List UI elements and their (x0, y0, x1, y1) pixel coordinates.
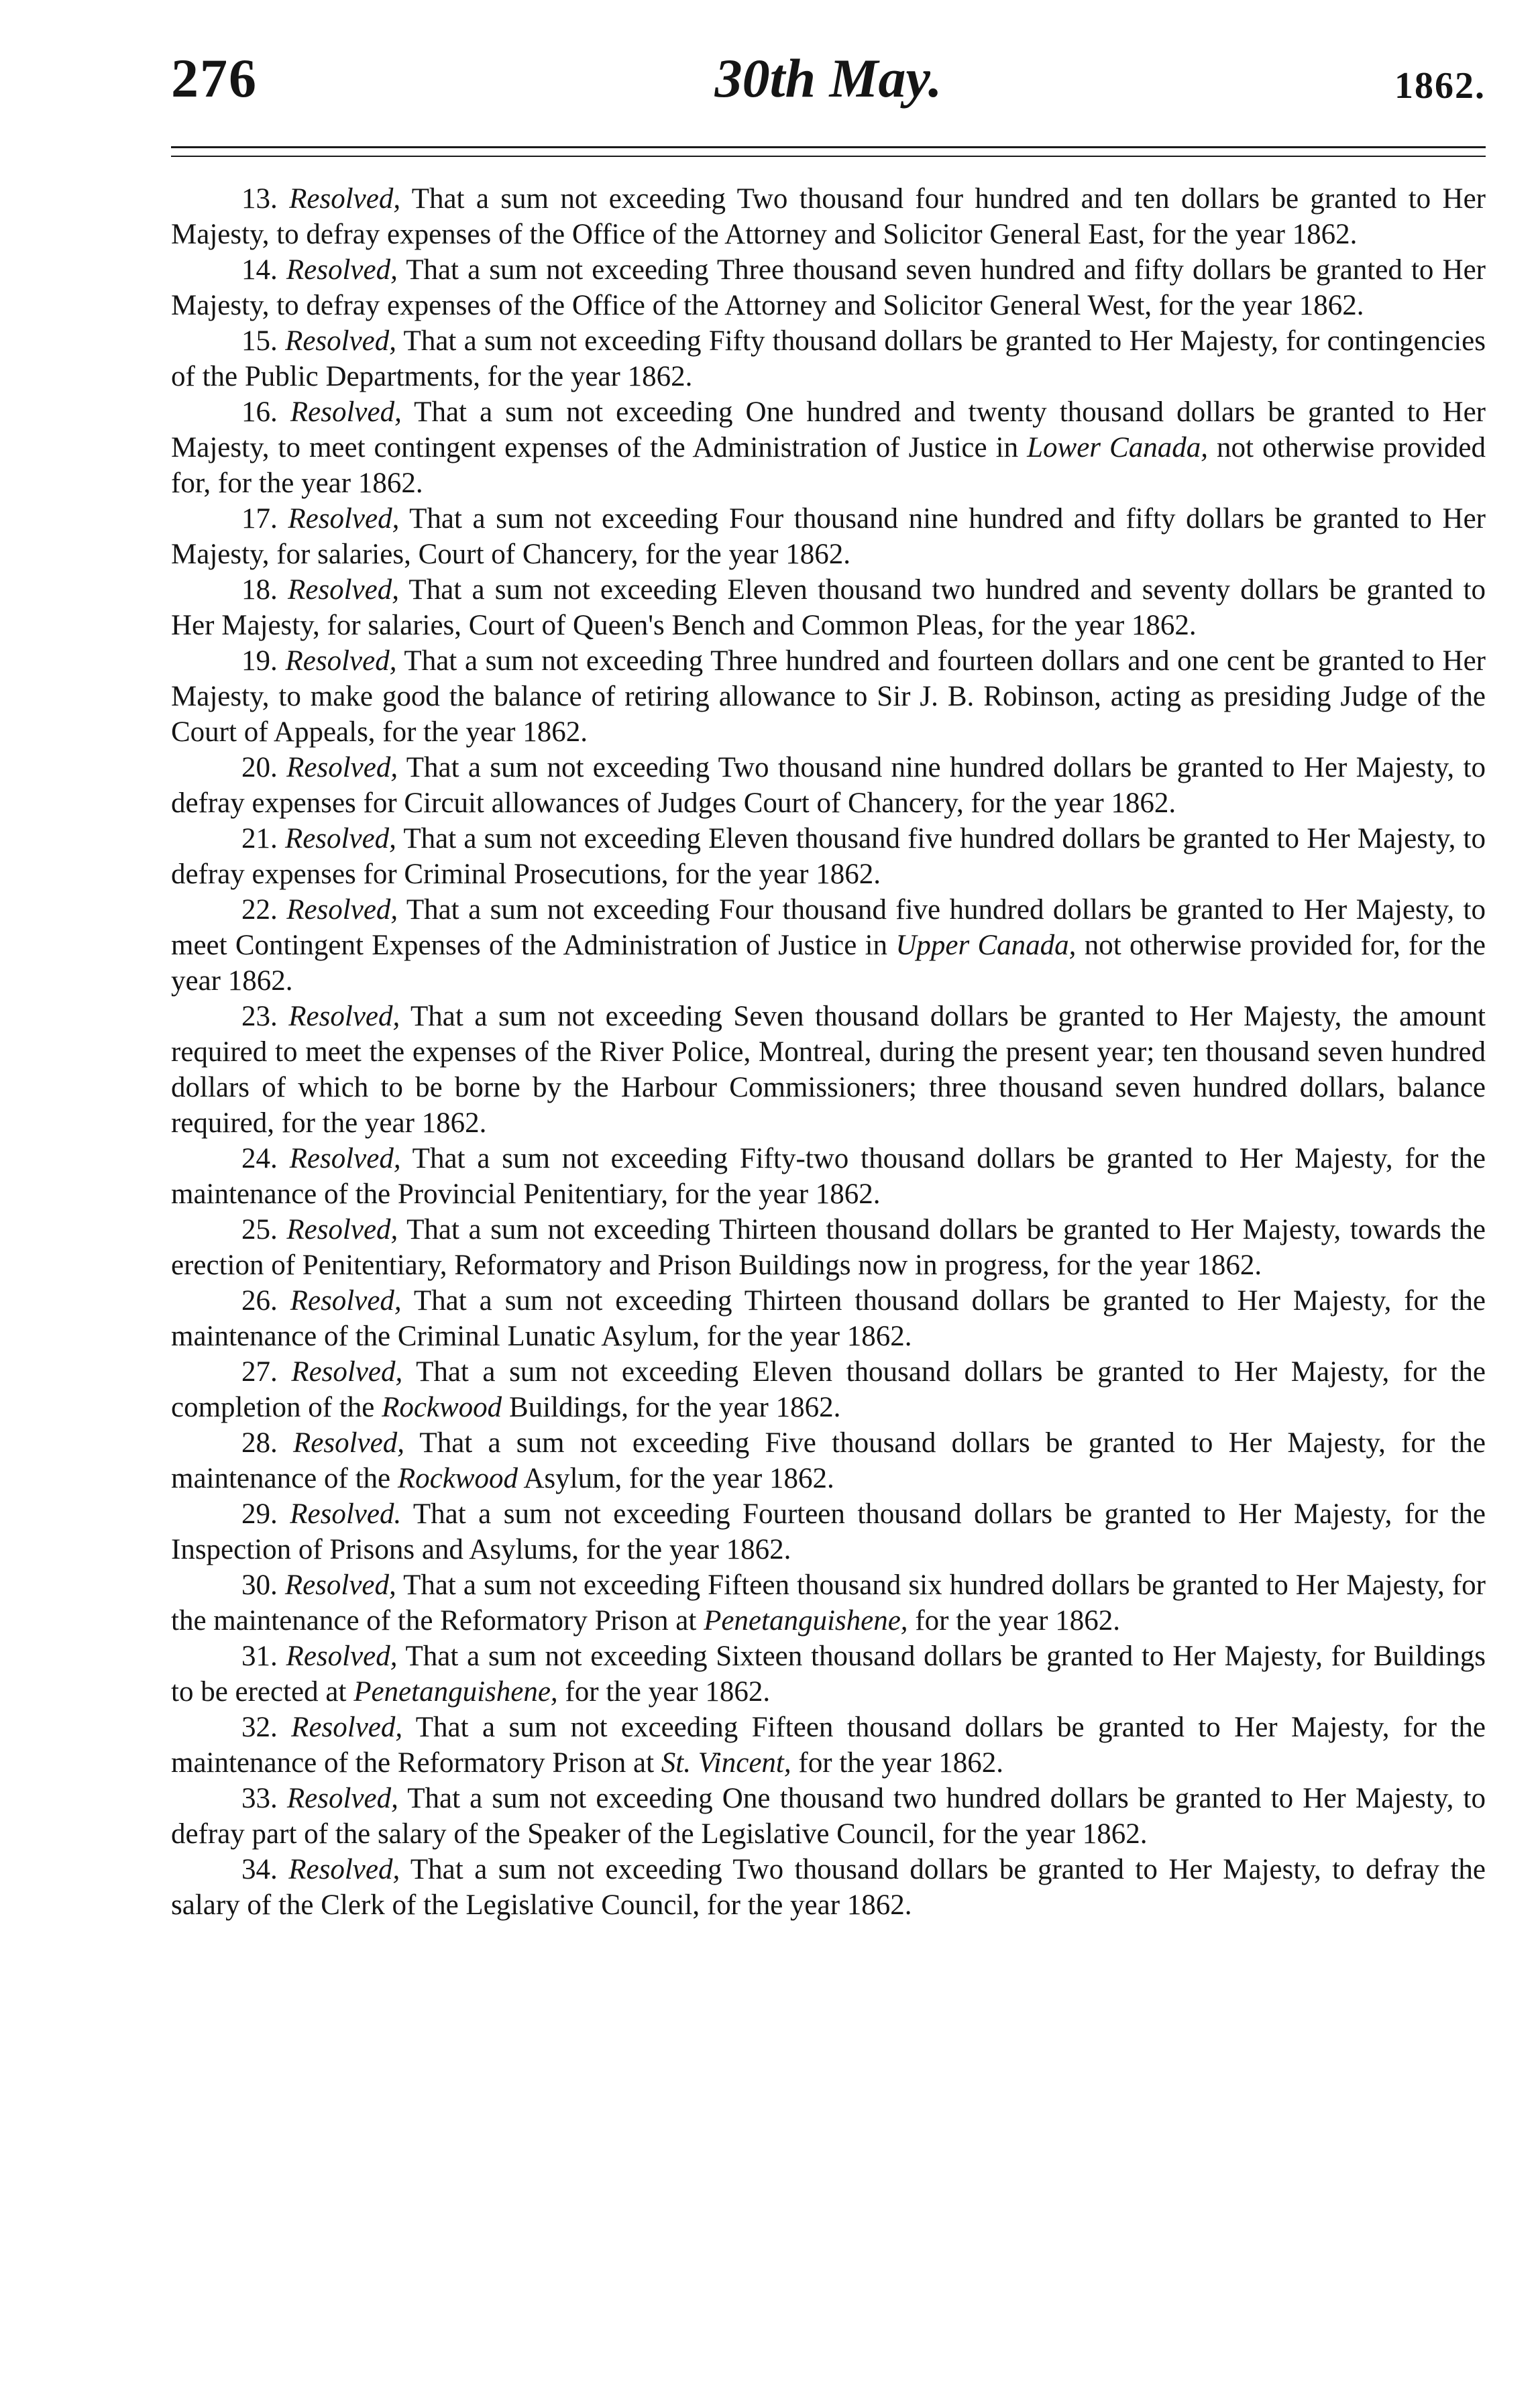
resolved-keyword: Resolved, (289, 1143, 401, 1174)
resolved-keyword: Resolved, (286, 254, 398, 286)
resolution-number: 23. (241, 1001, 278, 1032)
resolution-text: for the year 1862. (557, 1676, 771, 1708)
resolution-number: 26. (241, 1285, 278, 1317)
resolution-paragraph (171, 1781, 1486, 1852)
resolved-keyword: Resolved, (288, 1854, 400, 1885)
resolution-number: 32. (241, 1712, 278, 1743)
italic-place-name: Rockwood (397, 1463, 518, 1494)
resolved-keyword: Resolved, (284, 823, 396, 854)
resolution-number: 27. (241, 1356, 278, 1388)
resolution-paragraph (171, 394, 1486, 501)
resolution-paragraph (171, 181, 1486, 252)
resolution-text: for the year 1862. (791, 1747, 1004, 1779)
page-year: 1862. (1394, 65, 1486, 107)
italic-place-name: Lower Canada, (1027, 432, 1208, 463)
resolved-keyword: Resolved, (286, 894, 398, 926)
resolved-keyword: Resolved, (288, 503, 400, 535)
italic-place-name: St. Vincent, (661, 1747, 791, 1779)
page-date: 30th May. (714, 48, 942, 109)
resolution-paragraph (171, 1567, 1486, 1639)
resolution-paragraph (171, 1141, 1486, 1212)
resolution-paragraph (171, 643, 1486, 750)
resolution-text: That a sum not exceeding Fifty-two thousand dollars be granted to Her Majesty, for the maintenance of the Provincial Penitentiary, for the year 1862. (171, 1143, 1486, 1210)
resolution-text: Asylum, for the year 1862. (518, 1463, 834, 1494)
resolved-keyword: Resolved, (290, 396, 402, 428)
resolved-keyword: Resolved, (285, 645, 397, 677)
resolved-keyword: Resolved, (291, 1356, 403, 1388)
resolution-paragraph (171, 1710, 1486, 1781)
resolved-keyword: Resolved, (290, 1285, 402, 1317)
resolution-number: 19. (241, 645, 278, 677)
resolved-keyword: Resolved, (288, 574, 399, 606)
resolution-paragraph (171, 892, 1486, 999)
resolution-paragraph (171, 1212, 1486, 1283)
resolution-paragraph (171, 821, 1486, 892)
resolution-number: 15. (241, 325, 278, 357)
resolution-number: 30. (241, 1569, 278, 1601)
resolution-number: 28. (241, 1427, 278, 1459)
resolution-text: That a sum not exceeding Three thousand seven hundred and fifty dollars be granted to Her Majesty, to defray expenses of the Office of the Attorney and Solicitor General West, for the year 1862. (171, 254, 1486, 321)
resolution-text: That a sum not exceeding Eleven thousand dollars be granted to Her Majesty, for the completion of the (171, 1356, 1486, 1423)
resolution-paragraph (171, 1496, 1486, 1567)
resolved-keyword: Resolved, (286, 1641, 398, 1672)
resolved-keyword: Resolved. (290, 1498, 402, 1530)
resolved-keyword: Resolved, (286, 1214, 398, 1245)
resolution-number: 18. (241, 574, 278, 606)
resolved-keyword: Resolved, (286, 752, 398, 783)
resolution-number: 34. (241, 1854, 278, 1885)
resolved-keyword: Resolved, (288, 1001, 400, 1032)
resolution-number: 17. (241, 503, 278, 535)
resolution-text: That a sum not exceeding Thirteen thousand dollars be granted to Her Majesty, towards the erection of Penitentiary, Reformatory and Prison Buildings now in progress, for the year 1862. (171, 1214, 1486, 1281)
resolution-number: 25. (241, 1214, 278, 1245)
resolution-text: That a sum not exceeding Four thousand five hundred dollars be granted to Her Majesty, to meet Contingent Expenses of the Administration of Justice in (171, 894, 1486, 961)
resolution-paragraph (171, 999, 1486, 1141)
resolved-keyword: Resolved, (284, 1569, 396, 1601)
resolution-number: 33. (241, 1783, 278, 1814)
resolution-text: That a sum not exceeding Seven thousand dollars be granted to Her Majesty, the amount required to meet the expenses of the River Police, Montreal, during the present year; ten thousand seven hundred dollars of which to be borne by the Harbour Commissioners; three thousand seven hundred dollars, balance required, for the year 1862. (171, 1001, 1486, 1139)
resolution-text: That a sum not exceeding Fifty thousand dollars be granted to Her Majesty, for contingencies of the Public Departments, for the year 1862. (171, 325, 1486, 392)
italic-place-name: Rockwood (382, 1392, 502, 1423)
resolved-keyword: Resolved, (291, 1712, 403, 1743)
resolution-text: That a sum not exceeding Fourteen thousand dollars be granted to Her Majesty, for the Inspection of Prisons and Asylums, for the year 1862. (171, 1498, 1486, 1565)
resolution-text: not otherwise provided for, for the year 1862. (171, 432, 1486, 499)
resolution-text: That a sum not exceeding Three hundred and fourteen dollars and one cent be granted to Her Majesty, to make good the balance of retiring allowance to Sir J. B. Robinson, acting as presiding Judge of the Court of Appeals, for the year 1862. (171, 645, 1486, 748)
resolution-paragraph (171, 1639, 1486, 1710)
resolution-text: That a sum not exceeding Fifteen thousand dollars be granted to Her Majesty, for the maintenance of the Reformatory Prison at (171, 1712, 1486, 1779)
resolution-paragraph (171, 1852, 1486, 1923)
resolved-keyword: Resolved, (285, 325, 397, 357)
italic-place-name: Penetanguishene, (353, 1676, 558, 1708)
resolution-paragraph (171, 750, 1486, 821)
resolution-text: That a sum not exceeding Sixteen thousand dollars be granted to Her Majesty, for Buildings to be erected at (171, 1641, 1486, 1708)
resolution-paragraph (171, 1283, 1486, 1354)
resolution-number: 22. (241, 894, 278, 926)
resolution-number: 14. (241, 254, 278, 286)
page-header (171, 47, 1486, 121)
resolution-paragraph (171, 323, 1486, 394)
resolution-number: 16. (241, 396, 278, 428)
italic-place-name: Upper Canada, (895, 930, 1077, 961)
resolution-paragraph (171, 501, 1486, 572)
resolved-keyword: Resolved, (293, 1427, 404, 1459)
resolved-keyword: Resolved, (286, 1783, 398, 1814)
resolution-paragraph (171, 1425, 1486, 1496)
resolution-text: That a sum not exceeding Five thousand dollars be granted to Her Majesty, for the maintenance of the (171, 1427, 1486, 1494)
italic-place-name: Penetanguishene, (704, 1605, 908, 1636)
resolution-number: 21. (241, 823, 278, 854)
resolution-text: That a sum not exceeding Two thousand nine hundred dollars be granted to Her Majesty, to defray expenses for Circuit allowances of Judges Court of Chancery, for the year 1862. (171, 752, 1486, 819)
resolution-text: That a sum not exceeding Eleven thousand five hundred dollars be granted to Her Majesty, to defray expenses for Criminal Prosecutions, for the year 1862. (171, 823, 1486, 890)
resolution-text: That a sum not exceeding One hundred and twenty thousand dollars be granted to Her Majesty, to meet contingent expenses of the Administration of Justice in (171, 396, 1486, 463)
resolution-text: That a sum not exceeding Four thousand nine hundred and fifty dollars be granted to Her Majesty, for salaries, Court of Chancery, for the year 1862. (171, 503, 1486, 570)
resolution-number: 31. (241, 1641, 278, 1672)
resolution-text: Buildings, for the year 1862. (502, 1392, 841, 1423)
header-rule-thick (171, 146, 1486, 148)
resolution-number: 24. (241, 1143, 278, 1174)
resolution-text: That a sum not exceeding Eleven thousand two hundred and seventy dollars be granted to Her Majesty, for salaries, Court of Queen's Bench and Common Pleas, for the year 1862. (171, 574, 1486, 641)
resolution-paragraph (171, 1354, 1486, 1425)
resolution-text: That a sum not exceeding One thousand two hundred dollars be granted to Her Majesty, to defray part of the salary of the Speaker of the Legislative Council, for the year 1862. (171, 1783, 1486, 1850)
resolution-text: That a sum not exceeding Thirteen thousand dollars be granted to Her Majesty, for the maintenance of the Criminal Lunatic Asylum, for the year 1862. (171, 1285, 1486, 1352)
resolution-paragraph (171, 252, 1486, 323)
resolved-keyword: Resolved, (289, 183, 401, 215)
resolution-paragraph (171, 572, 1486, 643)
resolution-text: for the year 1862. (908, 1605, 1120, 1636)
page-number: 276 (171, 48, 258, 109)
resolutions-body (171, 181, 1486, 1923)
resolution-number: 29. (241, 1498, 278, 1530)
resolution-text: That a sum not exceeding Two thousand dollars be granted to Her Majesty, to defray the salary of the Clerk of the Legislative Council, for the year 1862. (171, 1854, 1486, 1921)
resolution-number: 13. (241, 183, 278, 215)
resolution-number: 20. (241, 752, 278, 783)
resolution-text: not otherwise provided for, for the year 1862. (171, 930, 1486, 997)
resolution-text: That a sum not exceeding Fifteen thousand six hundred dollars be granted to Her Majesty, for the maintenance of the Reformatory Prison at (171, 1569, 1486, 1636)
header-rule-thin (171, 156, 1486, 157)
resolution-text: That a sum not exceeding Two thousand four hundred and ten dollars be granted to Her Majesty, to defray expenses of the Office of the Attorney and Solicitor General East, for the year 1862. (171, 183, 1486, 250)
